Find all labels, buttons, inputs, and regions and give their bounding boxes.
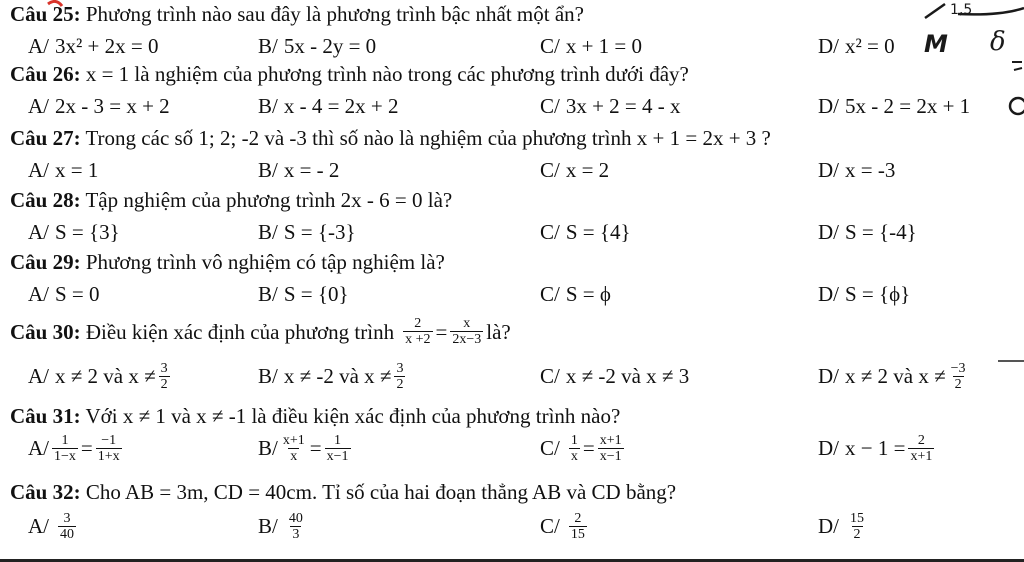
fraction: $\frac{1}{x}$: [570, 432, 578, 464]
fraction: $\frac{1}{x-1}$: [326, 432, 349, 464]
option-b[interactable]: B/ $\frac{40}{3}$: [258, 510, 303, 542]
fraction: $\frac{2}{x+1}$: [910, 432, 933, 464]
option-d[interactable]: D/ S = {ϕ}: [818, 281, 911, 306]
option-c[interactable]: C/ S = ϕ: [540, 281, 611, 306]
fraction: $\frac{3}{2}$: [160, 360, 168, 392]
option-d[interactable]: D/ S = {-4}: [818, 219, 917, 244]
question-text: Tập nghiệm của phương trình 2x - 6 = 0 là?: [85, 188, 453, 212]
option-c[interactable]: C/ x ≠ -2 và x ≠ 3: [540, 363, 690, 388]
fraction: $\frac{2}{x +2}$: [405, 316, 431, 347]
option-d[interactable]: D/ 5x - 2 = 2x + 1: [818, 93, 971, 118]
fraction: $\frac{x}{2x-3}$: [452, 316, 482, 347]
question-30: Câu 30: Điều kiện xác định của phương trình $\frac{2}{x +2}$ = $\frac{x}{2x-3}$ là?: [10, 316, 511, 347]
option-d[interactable]: D/ x = -3: [818, 157, 896, 182]
option-a[interactable]: A/ S = 0: [28, 281, 100, 306]
question-label: Câu 29:: [10, 250, 81, 274]
answer-row-30: [0, 356, 1024, 396]
question-label: Câu 28:: [10, 188, 81, 212]
answer-row-32: [0, 506, 1024, 546]
question-text: Điều kiện xác định của phương trình: [85, 319, 395, 344]
fraction: $\frac{1}{1-x}$: [54, 432, 76, 464]
question-label: Câu 26:: [10, 62, 81, 86]
question-text: Cho AB = 3m, CD = 40cm. Tỉ số của hai đoạn thẳng AB và CD bằng?: [85, 480, 677, 504]
option-a[interactable]: A/ x ≠ 2 và x ≠ $\frac{3}{2}$: [28, 360, 168, 392]
fraction: $\frac{15}{2}$: [850, 510, 864, 542]
option-c[interactable]: C/ x = 2: [540, 157, 610, 182]
fraction: $\frac{-1}{1+x}$: [97, 432, 120, 464]
option-c[interactable]: C/ $\frac{2}{15}$: [540, 510, 585, 542]
option-d[interactable]: D/ $\frac{15}{2}$: [818, 510, 864, 542]
option-a[interactable]: A/ $\frac{3}{40}$: [28, 510, 74, 542]
handwritten-delta: δ: [990, 27, 1006, 57]
answer-row-29: [0, 274, 1024, 314]
option-b[interactable]: B/ x = - 2: [258, 157, 340, 182]
question-31: [10, 404, 620, 428]
handwritten-m: M: [924, 30, 948, 58]
option-a[interactable]: A/ 3x² + 2x = 0: [28, 33, 159, 58]
option-d[interactable]: D/ x² = 0: [818, 33, 895, 58]
question-text: x = 1 là nghiệm của phương trình nào trong các phương trình dưới đây?: [85, 62, 689, 86]
question-text: Với x ≠ 1 và x ≠ -1 là điều kiện xác định của phương trình nào?: [85, 404, 621, 428]
question-26: [10, 62, 689, 86]
question-25: [10, 2, 584, 26]
option-b[interactable]: B/ x - 4 = 2x + 2: [258, 93, 399, 118]
fraction: $\frac{x+1}{x}$: [282, 432, 305, 464]
pen-stroke-icon: [925, 4, 945, 18]
question-label: Câu 30:: [10, 319, 81, 344]
answer-row-25: [0, 26, 1024, 66]
option-a[interactable]: A/ S = {3}: [28, 219, 120, 244]
question-32: [10, 480, 676, 504]
fraction: $\frac{2}{15}$: [570, 510, 585, 542]
option-d[interactable]: D/ x − 1 = $\frac{2}{x+1}$: [818, 432, 933, 464]
page-edge-mark: [998, 360, 1024, 362]
fraction: $\frac{3}{2}$: [396, 360, 404, 392]
question-28: [10, 188, 452, 212]
option-c[interactable]: C/ S = {4}: [540, 219, 631, 244]
answer-row-28: [0, 212, 1024, 252]
answer-row-27: [0, 150, 1024, 190]
option-b[interactable]: B/ $\frac{x+1}{x}$ = $\frac{1}{x-1}$: [258, 432, 349, 464]
question-label: Câu 31:: [10, 404, 81, 428]
option-c[interactable]: C/ $\frac{1}{x}$ = $\frac{x+1}{x-1}$: [540, 432, 622, 464]
fraction: $\frac{40}{3}$: [288, 510, 303, 542]
option-c[interactable]: C/ x + 1 = 0: [540, 33, 643, 58]
answer-row-31: [0, 428, 1024, 468]
option-a[interactable]: A/ x = 1: [28, 157, 99, 182]
fraction: $\frac{-3}{2}$: [950, 360, 966, 392]
question-text: Phương trình vô nghiệm có tập nghiệm là?: [85, 250, 445, 274]
option-b[interactable]: B/ 5x - 2y = 0: [258, 33, 377, 58]
question-label: Câu 27:: [10, 126, 81, 150]
question-text: Trong các số 1; 2; -2 và -3 thì số nào là nghiệm của phương trình x + 1 = 2x + 3 ?: [85, 126, 771, 150]
question-text: Phương trình nào sau đây là phương trình bậc nhất một ẩn?: [85, 2, 584, 26]
option-b[interactable]: B/ x ≠ -2 và x ≠ $\frac{3}{2}$: [258, 360, 404, 392]
option-a[interactable]: A/ 2x - 3 = x + 2: [28, 93, 170, 118]
option-d[interactable]: D/ x ≠ 2 và x ≠ $\frac{-3}{2}$: [818, 360, 966, 392]
option-c[interactable]: C/ 3x + 2 = 4 - x: [540, 93, 681, 118]
handwritten-score: 1,5: [950, 2, 973, 18]
option-a[interactable]: A/ $\frac{1}{1-x}$ = $\frac{-1}{1+x}$: [28, 432, 120, 464]
question-label: Câu 25:: [10, 2, 81, 26]
question-27: [10, 126, 771, 150]
fraction: $\frac{3}{40}$: [60, 510, 74, 542]
fraction: $\frac{x+1}{x-1}$: [599, 432, 622, 464]
option-b[interactable]: B/ S = {-3}: [258, 219, 356, 244]
question-label: Câu 32:: [10, 480, 81, 504]
option-b[interactable]: B/ S = {0}: [258, 281, 349, 306]
answer-row-26: [0, 86, 1024, 126]
question-29: [10, 250, 445, 274]
